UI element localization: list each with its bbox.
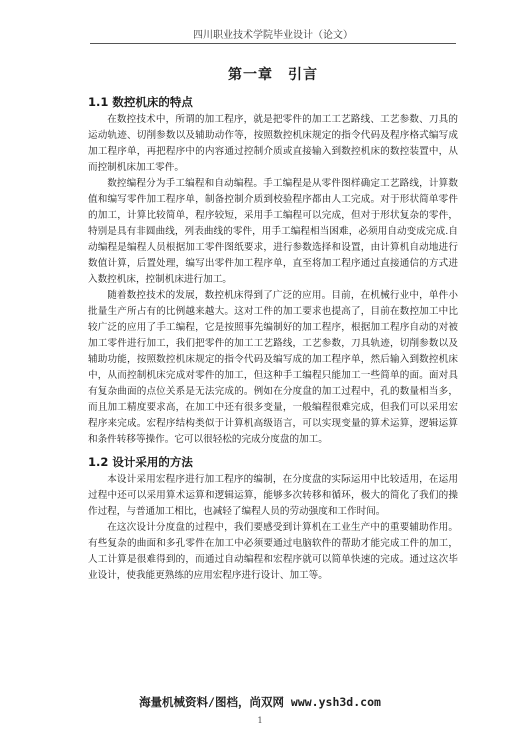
document-body [88, 64, 458, 584]
paragraph: 数控编程分为手工编程和自动编程。手工编程是从零件图样确定工艺路线，计算数值和编写零件加工程序单，制备控制介质到校验程序都由人工完成。对于形状简单零件的加工，计算比较简单，程序较短，采用手工编程可以完成，但对于形状复杂的零件，特别是具有非圆曲线，列表曲线的零件，用手工编程相当困难，必须用自动变成完成.自动编程是编程人员根据加工零件图纸要求，进行参数选择和设置，由计算机自动地进行数值计算，后置处理，编写出零件加工程序单，直至将加工程序通过直接通信的方式进入数控机床，控制机床进行加工。 [88, 178, 458, 285]
paragraph: 在数控技术中，所谓的加工程序，就是把零件的加工工艺路线、工艺参数、刀具的运动轨迹、切削参数以及辅助动作等，按照数控机床规定的指令代码及程序格式编写成加工程序单，再把程序中的内容通过控制介质或直接输入到数控机床的数控装置中，从而控制机床加工零件。 [88, 114, 458, 173]
paragraph: 在这次设计分度盘的过程中，我们要感受到计算机在工业生产中的重要辅助作用。有些复杂的曲面和多孔零件在加工中必须要通过电脑软件的帮助才能完成工件的加工，人工计算是很难得到的，而通过自动编程和宏程序就可以简单快速的完成。通过这次毕业设计，使我能更熟练的应用宏程序进行设计、加工等。 [88, 522, 458, 581]
chapter-title: 第一章 引言 [228, 67, 318, 83]
paragraph: 随着数控技术的发展，数控机床得到了广泛的应用。目前，在机械行业中，单件小批量生产所占有的比例越来越大。这对工件的加工要求也提高了，目前在数控加工中比较广泛的应用了手工编程，它是按照事先编制好的加工程序，根据加工程序自动的对被加工零件进行加工，我们把零件的加工工艺路线，工艺参数，刀具轨迹，切削参数以及辅助功能，按照数控机床规定的指令代码及编写成的加工程序单，然后输入到数控机床中，从而控制机床完成对零件的加工，但这种手工编程只能加工一些简单的面。面对具有复杂曲面的点位关系是无法完成的。例如在分度盘的加工过程中，孔的数量相当多，而且加工精度要求高，在加工中还有很多变量，一般编程很难完成，但我们可以采用宏程序来完成。宏程序结构类似于计算机高级语言，可以实现变量的算术运算，逻辑运算和条件转移等操作。它可以很轻松的完成分度盘的加工。 [88, 290, 458, 445]
page-header [90, 26, 456, 44]
section-1-2 [88, 454, 458, 584]
paragraph: 本设计采用宏程序进行加工程序的编制，在分度盘的实际运用中比较适用，在运用过程中还可以采用算术运算和逻辑运算，能够多次转移和循环，极大的简化了我们的操作过程，与普通加工相比，也减轻了编程人员的劳动强度和工作时间。 [88, 474, 458, 517]
section-title: 1.1 数控机床的特点 [88, 95, 193, 109]
watermark-banner: 海量机械资料/图档，尚双网 www.ysh3d.com [139, 695, 381, 709]
header-title: 四川职业技术学院毕业设计（论文） [193, 30, 353, 41]
page-number: 1 [257, 716, 263, 725]
section-1-1 [88, 94, 458, 448]
section-title: 1.2 设计采用的方法 [88, 455, 193, 469]
